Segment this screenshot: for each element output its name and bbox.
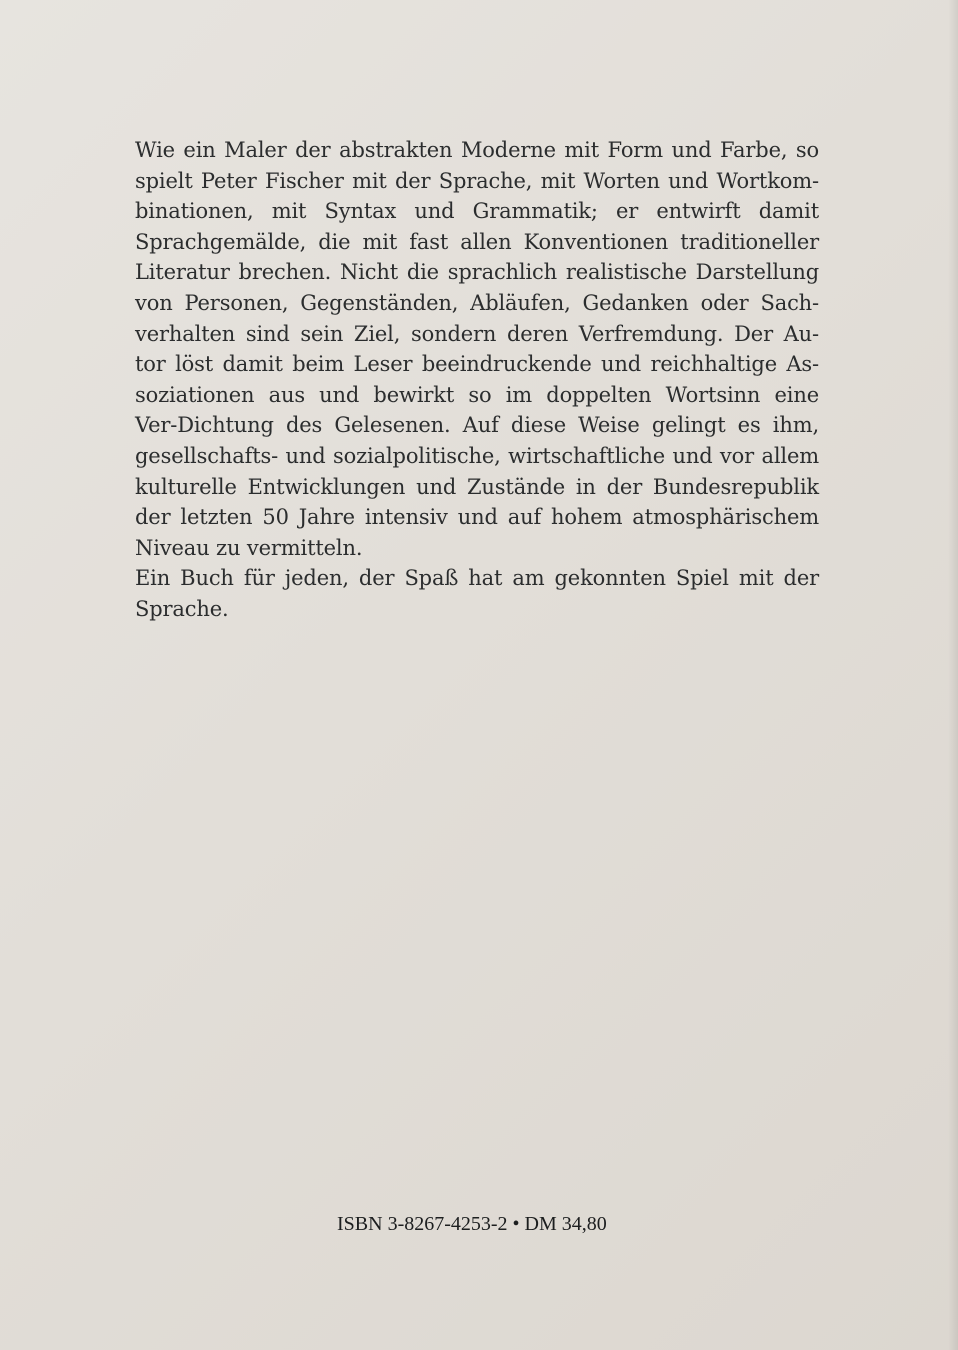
blurb-line: Niveau zu vermitteln.	[135, 535, 363, 560]
blurb-line: Literatur brechen. Nicht die sprachlich realistische Darstellung	[135, 260, 819, 285]
blurb-line: Sprachgemälde, die mit fast allen Konventionen traditioneller	[135, 229, 819, 254]
blurb-line: der letzten 50 Jahre intensiv und auf hohem atmosphärischem	[135, 505, 819, 530]
blurb-line: von Personen, Gegenständen, Abläufen, Gedanken oder Sach-	[135, 290, 819, 315]
cover-blurb	[135, 135, 819, 625]
isbn-price-line: ISBN 3-8267-4253-2 • DM 34,80	[337, 1213, 607, 1235]
blurb-line: binationen, mit Syntax und Grammatik; er entwirft damit	[135, 199, 819, 224]
blurb-line: verhalten sind sein Ziel, sondern deren Verfremdung. Der Au-	[135, 321, 819, 346]
blurb-line: tor löst damit beim Leser beeindruckende und reichhaltige As-	[135, 352, 819, 377]
blurb-line: kulturelle Entwicklungen und Zustände in der Bundesrepublik	[135, 474, 819, 499]
blurb-line: spielt Peter Fischer mit der Sprache, mit Worten und Wortkom-	[135, 168, 819, 193]
blurb-line: soziationen aus und bewirkt so im doppelten Wortsinn eine	[135, 382, 819, 407]
blurb-line: Wie ein Maler der abstrakten Moderne mit Form und Farbe, so	[135, 138, 819, 162]
blurb-line: Ver-Dichtung des Gelesenen. Auf diese Weise gelingt es ihm,	[135, 413, 819, 438]
blurb-line: Sprache.	[135, 596, 229, 621]
blurb-line: Ein Buch für jeden, der Spaß hat am gekonnten Spiel mit der	[135, 566, 819, 591]
blurb-line: gesellschafts- und sozialpolitische, wirtschaftliche und vor allem	[135, 443, 819, 468]
